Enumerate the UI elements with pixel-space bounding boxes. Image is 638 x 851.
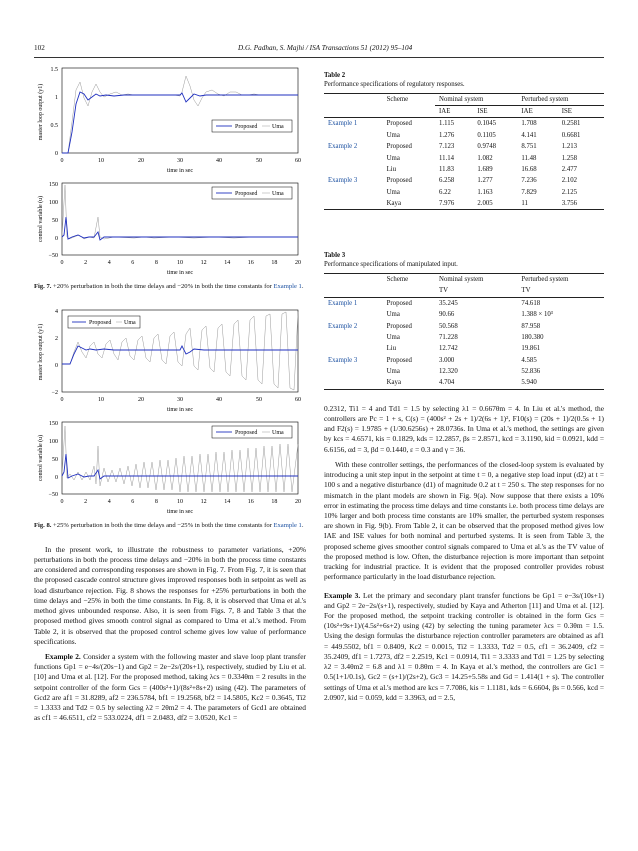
value-cell: 0.9748 [477, 143, 497, 151]
table-3 [324, 252, 604, 389]
table-row [324, 153, 604, 164]
legend-uma: Uma [272, 191, 284, 197]
table-title: Performance specifications of manipulated input. [324, 261, 458, 269]
y-tick-label: 0 [55, 362, 58, 369]
x-tick-label: 14 [224, 498, 231, 505]
y-tick-label: 0 [55, 474, 58, 481]
x-tick-label: 60 [295, 396, 301, 403]
value-cell: 71.228 [439, 333, 458, 341]
example-cell [324, 366, 383, 377]
x-tick-label: 16 [247, 260, 254, 266]
col-header: Scheme [383, 93, 435, 105]
value-cell: 1.277 [477, 177, 493, 185]
x-tick-label: 30 [177, 158, 183, 164]
example-cell[interactable]: Example 3 [328, 177, 358, 185]
col-header: Nominal system [435, 93, 517, 105]
x-tick-label: 30 [177, 396, 183, 403]
caption-end: . [301, 521, 304, 529]
table-row [324, 198, 604, 210]
y-axis-label: master loop output (y1) [38, 83, 44, 141]
table-3-caption [324, 252, 604, 270]
col-header: Scheme [383, 274, 435, 286]
value-cell: 8.751 [521, 143, 537, 151]
plot-frame [62, 68, 298, 153]
table-row [324, 164, 604, 175]
scheme-cell: Uma [386, 333, 400, 341]
x-axis-label: time in sec [167, 270, 193, 276]
x-tick-label: 2 [84, 498, 88, 505]
example-cell [324, 153, 383, 164]
legend-proposed: Proposed [235, 429, 258, 436]
value-cell: 74.618 [521, 299, 541, 307]
x-tick-label: 40 [216, 158, 222, 164]
x-tick-label: 10 [98, 396, 104, 403]
value-cell: 2.005 [473, 198, 517, 210]
x-tick-label: 40 [216, 396, 222, 403]
x-tick-label: 0 [60, 260, 64, 266]
x-tick-label: 4 [107, 498, 111, 505]
y-tick-label: 100 [49, 438, 58, 445]
x-tick-label: 8 [154, 498, 158, 505]
example-cell[interactable]: Example 2 [328, 322, 358, 330]
value-cell: 0.6681 [561, 131, 581, 139]
table-row [324, 366, 604, 377]
example-cell[interactable]: Example 2 [328, 143, 358, 151]
table-row [324, 297, 604, 309]
legend-uma: Uma [124, 319, 136, 326]
value-cell: 7.829 [521, 188, 537, 196]
col-header: Perturbed system [517, 93, 604, 105]
col-header: Nominal system [435, 274, 517, 286]
scheme-cell: Proposed [386, 177, 412, 185]
y-tick-label: 100 [49, 200, 58, 206]
x-tick-label: 60 [295, 158, 301, 164]
col-subheader: TV [517, 285, 604, 297]
col-subheader: TV [435, 285, 517, 297]
x-tick-label: 6 [131, 498, 135, 505]
closed-loop-paragraph: With these controller settings, the performances of the closed-loop system is evaluated by introducing a unit step input in the setpoint at time t = 0, a negative step load input (d2) at t = 100 s and a negative disturbance (d1) of magnitude 0.2 at t = 250 s. The step responses for no mismatch in the plant models are shown in Fig. 9(a). Now suppose that there exists a 10% error in estimating the process time delays and time constants i.e. both process time delays are 10% larger and both process time constants are 10% smaller, the perturbed system responses are shown in Fig. 9(b). From Table 2, it can be observed that the proposed method gives low IAE and ISE values for both nominal and perturbed systems. It is seen from Table 3, the proposed scheme gives smoother control signals compared to Uma et al.'s as the TV value of the proposed method is low. Often, the disturbance rejection is more important than setpoint tracking for industrial practice. It is evident that the proposed controller provides robust performance particularly in the load disturbance rejection. [324, 459, 604, 582]
scheme-cell: Kaya [383, 377, 435, 389]
example-3-paragraph [324, 591, 604, 703]
y-tick-label: 4 [55, 308, 58, 315]
x-tick-label: 12 [200, 498, 207, 505]
value-cell: 12.320 [439, 368, 458, 376]
right-body-text [324, 404, 604, 703]
value-cell: 35.245 [439, 299, 458, 307]
table-row [324, 377, 604, 389]
x-tick-label: 10 [177, 260, 183, 266]
caption-label: Fig. 8. [34, 521, 52, 529]
y-axis-label: master loop output (y1) [38, 323, 44, 381]
x-tick-label: 12 [200, 260, 207, 266]
y-tick-label: −2 [51, 389, 58, 396]
value-cell: 11.14 [439, 154, 455, 162]
value-cell: 12.742 [439, 345, 458, 353]
example-cell [324, 130, 383, 141]
value-cell: 4.141 [521, 131, 537, 139]
scheme-cell: Liu [386, 345, 397, 353]
figure-8 [34, 306, 306, 531]
x-tick-label: 50 [256, 396, 262, 403]
y-tick-label: 0 [55, 236, 58, 242]
example-3-title: Example 3. [324, 590, 361, 600]
value-cell: 3.000 [439, 356, 455, 364]
example-cell [324, 198, 383, 210]
x-axis-label: time in sec [167, 508, 193, 515]
scheme-cell: Proposed [386, 120, 412, 128]
x-tick-label: 14 [224, 260, 231, 266]
scheme-cell: Liu [386, 165, 397, 173]
y-tick-label: 2 [55, 335, 58, 342]
value-cell: 19.861 [521, 345, 541, 353]
value-cell: 4.704 [435, 377, 517, 389]
value-cell: 1.276 [439, 131, 455, 139]
value-cell: 0.1045 [477, 120, 497, 128]
right-column [324, 62, 604, 708]
example-cell [324, 343, 383, 354]
table-2-grid [324, 93, 604, 211]
table-row [324, 175, 604, 186]
y-tick-label: 50 [52, 456, 58, 463]
value-cell: 7.123 [439, 143, 455, 151]
value-cell: 6.22 [439, 188, 451, 196]
scheme-cell: Proposed [386, 299, 412, 307]
example-2-text: Consider a system with the following master and slave loop plant transfer functions Gp1 = e−4s/(20s−1) and Gp2 = 2e−2s/(20s+1), respectively, studied by Liu et al. [10] and Uma et al. [12]. For the proposed method, taking λcs = 0.334θm = 2 results in the setpoint controller of the form Gcs = (400s²+1)/(8s²+8s+2) using (42). The parameters of Gcd2 are af1 = 31.8289, af2 = 236.5784, bf1 = 19.2568, bf2 = 14.5805, Kc2 = 0.3645, Ti2 = 1.3333 and Td2 = 0.5 by selecting λ2 = 2θm2 = 4. The parameters of Gcd1 are obtained as cf1 = 46.6511, cf2 = 533.0224, df1 = 2.0483, df2 = 3.0520, Kc1 = [34, 651, 306, 723]
y-tick-label: 1.5 [50, 67, 58, 73]
x-axis-label: time in sec [167, 168, 193, 174]
caption-end: . [301, 283, 304, 290]
figure-7 [34, 62, 306, 292]
value-cell: 1.115 [439, 120, 455, 128]
table-label: Table 3 [324, 252, 346, 260]
example-3-text: Let the primary and secondary plant transfer functions be Gp1 = e−3s/(10s+1) and Gp2 = 2e−2s/(s+1), respectively, studied by Kaya and Atherton [11] and Uma et al. [12]. For the proposed method, the setpoint tracking controller is obtained in the form Gcs = (10s²+9s+1)/(4.5s²+6s+2) using (42) by selecting the tuning parameter λcs = 0.3θm = 1.5. Using the design formulas the disturbance rejection controller parameters are obtained as af1 = 449.5502, bf1 = 0.8409, Kc2 = 0.0015, Ti2 = 1.3333, Td2 = 0.5, cf1 = 36.2409, cf2 = 35.2409, df1 = 1.7273, df2 = 2.2519, Kc1 = 0.0914, Ti1 = 3.3333 and Td1 = 1.25 by selecting λ2 = 3.4θm2 = 6.8 and λ1 = 0.8θm = 4. In Kaya et al.'s method, the controllers are Gc1 = 0.5(1+1/0.1s), Gc2 = (s+1)/(2s+2), Gc3 = 14.25+5.58s and Gd = 1.414(1 + s). The controller settings of Uma et al.'s method are kcs = 7.7086, kis = 1.1181, kds = 6.6604, βs = 0.566, kcd = 2.0907, kid = 0.059, kdd = 3.3963, αd = 2.5, [324, 590, 604, 702]
x-tick-label: 0 [60, 396, 64, 403]
scheme-cell: Uma [386, 131, 400, 139]
left-column [34, 62, 306, 729]
col-subheader: IAE [517, 106, 557, 118]
table-row [324, 130, 604, 141]
value-cell: 0.1105 [477, 131, 496, 139]
example-cell [324, 309, 383, 320]
value-cell: 1.082 [477, 154, 493, 162]
value-cell: 87.958 [521, 322, 541, 330]
series-uma [62, 76, 298, 153]
fig7-caption [34, 283, 306, 292]
value-cell: 50.568 [439, 322, 458, 330]
legend-uma: Uma [272, 124, 284, 130]
x-tick-label: 0 [60, 498, 64, 505]
x-tick-label: 2 [84, 260, 88, 266]
value-cell: 2.477 [561, 165, 578, 173]
table-row [324, 343, 604, 354]
y-tick-label: 150 [49, 420, 58, 427]
header-rule [34, 57, 604, 58]
journal-running-head: D.G. Padhan, S. Majhi / ISA Transactions 51 (2012) 95–104 [238, 44, 413, 52]
x-tick-label: 20 [138, 396, 144, 403]
value-cell: 2.125 [561, 188, 578, 196]
scheme-cell: Proposed [386, 322, 412, 330]
value-cell: 0.2581 [561, 120, 581, 128]
legend-proposed: Proposed [235, 124, 258, 130]
y-tick-label: 0 [55, 151, 58, 157]
example-1-link[interactable]: Example 1 [273, 521, 302, 529]
value-cell: 3.756 [558, 198, 604, 210]
caption-text: +20% perturbation in both the time delays and −20% in both the time constants for [51, 283, 274, 290]
x-tick-label: 20 [295, 498, 301, 505]
table-row [324, 321, 604, 332]
value-cell: 2.102 [561, 177, 578, 185]
table-2-caption [324, 72, 604, 90]
x-tick-label: 18 [271, 498, 278, 505]
page-number: 102 [34, 44, 45, 52]
example-cell[interactable]: Example 1 [328, 299, 358, 307]
body-paragraph-robustness: In the present work, to illustrate the robustness to parameter variations, +20% perturbations in both the process time delays and −20% in both the process time constants are considered and corresponding responses are shown in Fig. 7. From Fig. 7, it is seen that the proposed cascade control structure gives improved responses both in setpoint as well as load disturbance rejection. Fig. 8 shows the responses for +25% perturbations in both the time delays and −25% in both the time constants. In Fig. 8, it is observed that Uma et al.'s method gives unbounded response. Also, it is seen from Figs. 7, 8 and Table 3 that the proposed method gives smooth control signal as compared to Uma et al.'s method. From Table 2, it is observed that the proposed control scheme gives low value of performance specifications. [34, 544, 306, 646]
y-tick-label: −50 [48, 491, 58, 498]
y-axis-label: control variable (u) [38, 434, 44, 482]
value-cell: 7.236 [521, 177, 537, 185]
value-cell: 1.213 [561, 143, 578, 151]
col-subheader: IAE [435, 106, 473, 118]
example-cell [324, 187, 383, 198]
legend-proposed: Proposed [89, 319, 112, 326]
scheme-cell: Uma [386, 311, 400, 319]
x-tick-label: 4 [107, 260, 111, 266]
example-2-paragraph [34, 652, 306, 724]
value-cell: 1.708 [521, 120, 537, 128]
fig8-top-plot [34, 306, 306, 416]
example-2-continued: 0.2312, Ti1 = 4 and Td1 = 1.5 by selecting λ1 = 0.667θm = 4. In Liu et al.'s method, the controllers are Pc = 1 + s, C(s) = (400s² + 2s + 1)/2(6s + 1)², F10(s) = (20s + 1)/2(0.5s + 1) and F2(s) = 1.9785 + (1/30.6256s) + 28.0736s. In Uma et al.'s method, the settings are given by kcs = 4.6571, kis = 0.1829, kds = 12.2857, βs = 2.8571, kcd = 3.1190, kid = 0.0921, kdd = 6.6156, αd = 3, βd = 0.1440, ε = 0.3 and γ = 36. [324, 403, 604, 454]
value-cell: 180.380 [521, 333, 544, 341]
x-tick-label: 10 [98, 158, 104, 164]
table-row [324, 332, 604, 343]
y-tick-label: 50 [52, 218, 58, 224]
table-3-grid [324, 273, 604, 390]
x-tick-label: 8 [154, 260, 158, 266]
y-tick-label: 0.5 [50, 123, 58, 129]
y-axis-label: control variable (u) [38, 195, 44, 243]
example-cell [324, 377, 383, 389]
scheme-cell: Uma [386, 154, 400, 162]
value-cell: 16.68 [521, 165, 537, 173]
caption-text: +25% perturbation in both the time delays and −25% in both the time constants for [51, 521, 274, 529]
legend-proposed: Proposed [235, 191, 258, 197]
value-cell: 4.585 [521, 356, 537, 364]
value-cell: 52.836 [521, 368, 541, 376]
x-tick-label: 6 [131, 260, 135, 266]
scheme-cell: Uma [386, 368, 400, 376]
table-title: Performance specifications of regulatory responses. [324, 80, 465, 88]
scheme-cell: Proposed [386, 356, 412, 364]
fig8-caption [34, 522, 306, 531]
table-row [324, 141, 604, 152]
value-cell: 7.976 [435, 198, 473, 210]
table-2 [324, 72, 604, 210]
x-tick-label: 20 [138, 158, 144, 164]
x-tick-label: 10 [177, 498, 183, 505]
col-header: Perturbed system [517, 274, 604, 286]
x-tick-label: 20 [295, 260, 301, 266]
caption-label: Fig. 7. [34, 283, 52, 290]
y-tick-label: 1 [55, 95, 58, 101]
fig7-bottom-plot [34, 177, 306, 277]
table-row [324, 355, 604, 366]
value-cell: 6.258 [439, 177, 455, 185]
table-row [324, 187, 604, 198]
legend-uma: Uma [272, 429, 284, 436]
fig8-bottom-plot [34, 416, 306, 516]
table-label: Table 2 [324, 72, 346, 79]
scheme-cell: Proposed [386, 143, 412, 151]
table-row [324, 118, 604, 130]
x-tick-label: 16 [247, 498, 254, 505]
value-cell: 1.258 [561, 154, 578, 162]
example-cell[interactable]: Example 1 [328, 120, 358, 128]
y-tick-label: 150 [49, 182, 58, 188]
x-tick-label: 50 [256, 158, 262, 164]
example-2-title: Example 2. [45, 651, 81, 661]
value-cell: 5.940 [517, 377, 604, 389]
example-cell[interactable]: Example 3 [328, 356, 358, 364]
x-axis-label: time in sec [167, 406, 193, 413]
col-subheader: ISE [558, 106, 604, 118]
series-proposed [62, 346, 298, 364]
y-tick-label: −50 [48, 253, 58, 259]
scheme-cell: Uma [386, 188, 400, 196]
example-cell [324, 164, 383, 175]
value-cell: 11.48 [521, 154, 537, 162]
value-cell: 90.66 [439, 311, 455, 319]
x-tick-label: 0 [60, 158, 64, 164]
value-cell: 1.388 × 10³ [521, 311, 553, 319]
scheme-cell: Kaya [383, 198, 435, 210]
value-cell: 1.163 [477, 188, 493, 196]
example-cell [324, 332, 383, 343]
x-tick-label: 18 [271, 260, 278, 266]
value-cell: 1.689 [477, 165, 493, 173]
fig7-top-plot [34, 62, 306, 177]
col-subheader: ISE [473, 106, 517, 118]
table-row [324, 309, 604, 320]
value-cell: 11 [517, 198, 557, 210]
example-1-link[interactable]: Example 1 [273, 283, 302, 290]
value-cell: 11.83 [439, 165, 455, 173]
